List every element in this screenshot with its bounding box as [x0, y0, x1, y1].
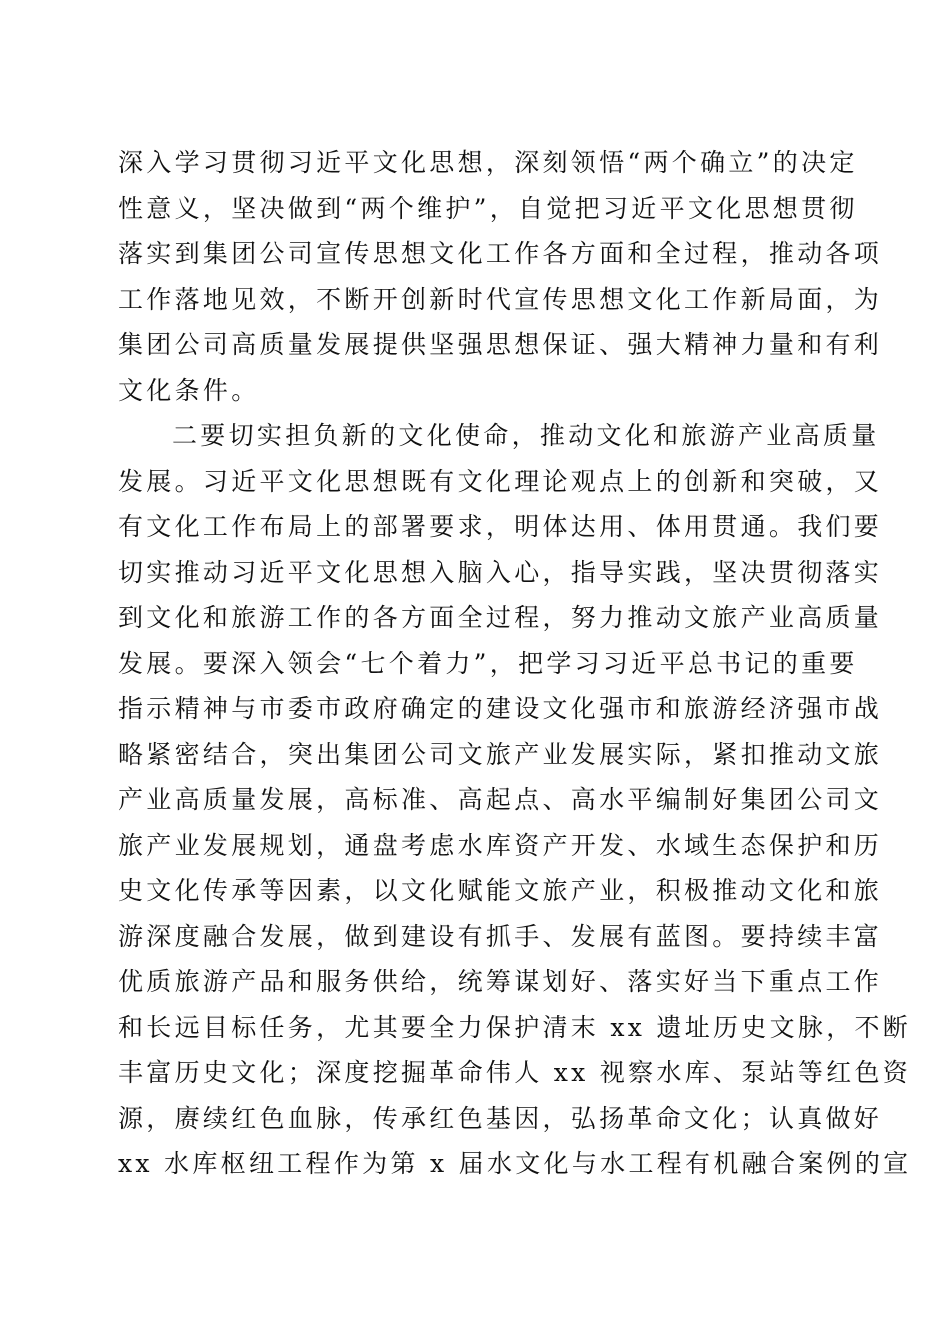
paragraph-line: 切实推动习近平文化思想入脑入心，指导实践，坚决贯彻落实 [118, 557, 883, 587]
paragraph-line: 丰富历史文化；深度挖掘革命伟人 xx 视察水库、泵站等红色资 [118, 1058, 912, 1087]
paragraph-line: 旅产业发展规划，通盘考虑水库资产开发、水域生态保护和历 [118, 830, 883, 860]
paragraph-line: 落实到集团公司宣传思想文化工作各方面和全过程，推动各项 [118, 239, 883, 268]
paragraph-line: 发展。习近平文化思想既有文化理论观点上的创新和突破，又 [118, 466, 883, 496]
paragraph-1 [118, 140, 883, 413]
document-body [118, 140, 912, 1187]
paragraph-line: 优质旅游产品和服务供给，统筹谋划好、落实好当下重点工作 [118, 967, 883, 996]
paragraph-line: 二要切实担负新的文化使命，推动文化和旅游产业高质量 [172, 421, 880, 450]
paragraph-line: 到文化和旅游工作的各方面全过程，努力推动文旅产业高质量 [118, 603, 883, 632]
paragraph-line: 深入学习贯彻习近平文化思想，深刻领悟“两个确立”的决定 [118, 148, 858, 177]
paragraph-line: 发展。要深入领会“七个着力”，把学习习近平总书记的重要 [118, 648, 858, 678]
paragraph-line: 游深度融合发展，做到建设有抓手、发展有蓝图。要持续丰富 [118, 921, 883, 951]
paragraph-2 [118, 413, 912, 1187]
paragraph-line: 工作落地见效，不断开创新时代宣传思想文化工作新局面，为 [118, 284, 883, 314]
paragraph-line: 和长远目标任务，尤其要全力保护清末 xx 遗址历史文脉，不断 [118, 1012, 912, 1042]
paragraph-line: 有文化工作布局上的部署要求，明体达用、体用贯通。我们要 [118, 512, 883, 541]
paragraph-line: 指示精神与市委市政府确定的建设文化强市和旅游经济强市战 [118, 694, 883, 723]
paragraph-line: 略紧密结合，突出集团公司文旅产业发展实际，紧扣推动文旅 [118, 739, 883, 769]
paragraph-line: xx 水库枢纽工程作为第 x 届水文化与水工程有机融合案例的宣 [118, 1149, 912, 1178]
paragraph-line: 产业高质量发展，高标准、高起点、高水平编制好集团公司文 [118, 785, 883, 814]
paragraph-line: 源，赓续红色血脉，传承红色基因，弘扬革命文化；认真做好 [118, 1103, 883, 1133]
paragraph-line: 性意义，坚决做到“两个维护”，自觉把习近平文化思想贯彻 [118, 193, 858, 223]
paragraph-line: 文化条件。 [118, 375, 260, 405]
paragraph-line: 集团公司高质量发展提供坚强思想保证、强大精神力量和有利 [118, 330, 883, 359]
paragraph-line: 史文化传承等因素，以文化赋能文旅产业，积极推动文化和旅 [118, 876, 883, 905]
